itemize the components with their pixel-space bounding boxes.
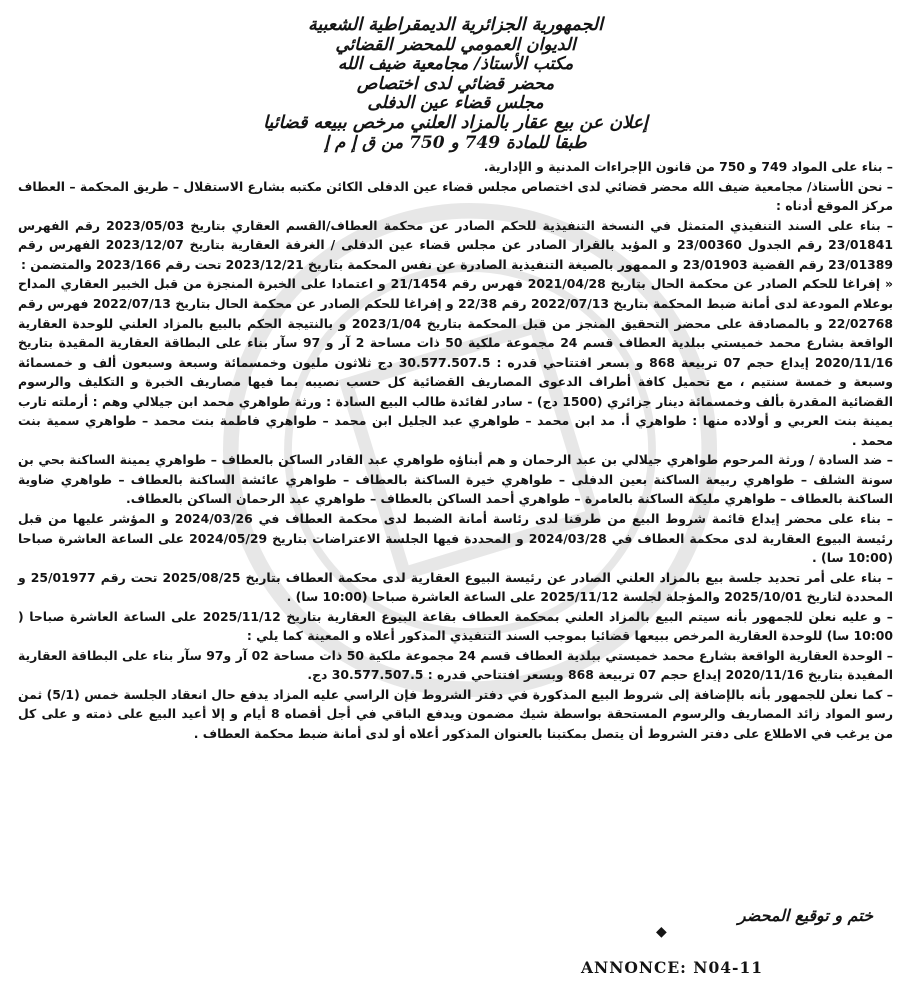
- header-bailiff-name: مكتب الأستاذ/ مجامعية ضيف الله: [337, 54, 574, 75]
- notice-body: [18, 157, 893, 743]
- paragraph-public-announcement: – و عليه نعلن للجمهور بأنه سيتم البيع بالمزاد العلني بمحكمة العطاف بقاعة البيوع العقارية بتاريخ 2025/11/12 على الساعة العاشرة صباحا ( 10:00 سا) للوحدة العقارية المرخص ببيعها قضائيا بموجب السند التنفيذي المذكور أعلاه و المعينة كما يلي :: [18, 608, 893, 644]
- paragraph-auction-date-order: – بناء على أمر تحديد جلسة بيع بالمزاد العلني الصادر عن رئيسة البيوع العقارية لدى محكمة العطاف بتاريخ 2025/08/25 تحت رقم 25/01977 و المحددة لتاريخ 2025/10/01 والمؤجلة لجلسة 2025/11/12 على الساعة العاشرة صباحا (10:00 سا) .: [18, 569, 893, 605]
- paragraph-legal-articles: – بناء على المواد 749 و 750 من قانون الإجراءات المدنية و الإدارية.: [483, 159, 893, 175]
- header-republic: الجمهورية الجزائرية الديمقراطية الشعبية: [307, 15, 603, 35]
- notice-legal-basis: طبقا للمادة 749 و 750 من ق إ م إ: [324, 132, 587, 153]
- notice-title: إعلان عن بيع عقار بالمزاد العلني مرخص ببيعه قضائيا: [263, 112, 648, 133]
- paragraph-enforcement-title: – بناء على السند التنفيذي المتمثل في النسخة التنفيذية للحكم الصادر عن محكمة العطاف/القسم العقاري بتاريخ 2023/05/03 رقم الفهرس 23/01841 رقم الجدول 23/00360 و المؤيد بالقرار الصادر عن مجلس قضاء عين الدفلى / الغرفة العقارية بتاريخ 2023/12/07 الفهرس رقم 23/01389 رقم القضية 23/01903 و الممهور بالصيغة التنفيذية الصادرة عن نفس المحكمة بتاريخ 2023/12/21 تحت رقم 2023/166 والمتضمن :: [18, 217, 893, 272]
- notice-header: [18, 16, 893, 153]
- signature-line: ختم و توقيع المحضر: [737, 906, 873, 925]
- header-jurisdiction: محضر قضائي لدى اختصاص: [356, 73, 555, 94]
- announcement-number: ANNONCE: N04-11: [581, 958, 764, 977]
- diamond-mark-icon: ◆: [656, 924, 667, 940]
- paragraph-judgment-details: « إفراغا للحكم الصادر عن محكمة الحال بتاريخ 2021/04/28 فهرس رقم 21/1454 و اعتمادا على الخبرة المنجزة من قبل الخبير العقاري المداح بوعلام المودعة لدى أمانة ضبط المحكمة بتاريخ 2022/07/13 رقم 22/38 و إفراغا للحكم الصادر عن محكمة الحال بتاريخ 2022/07/13 فهرس رقم 22/02768 و بالمصادقة على محضر التحقيق المنجز من قبل المحكمة بتاريخ 2023/1/04 و بالنتيجة الحكم بالبيع بالمزاد العلني للوحدة العقارية الواقعة بشارع محمد خميستي ببلدية العطاف قسم 24 مجموعة ملكية 50 ذات مساحة 2 آر و 97 سآر بناء على البطاقة العقارية المقيدة بتاريخ 2020/11/16 إيداع حجم 07 تربيعة 868 و بسعر افتتاحي قدره : 30.577.507.5 دج ثلاثون مليون وخمسمائة وسبعة وسبعون ألف و خمسمائة وسبعة و خمسة سنتيم ، مع تحميل كافة أطراف الدعوى المصاريف القضائية كل حسب نصيبه بما فيها مصاريف الخبرة و التكليف والرسوم القضائية المقدرة بألف وخمسمائة دينار جزائري (1500 دج) - سادر لفائدة طالب البيع السادة : ورثة طواهري محمد ابن جيلالي وهم : أرملته تارب يمينة بنت العربي و أولاده منها : طواهري أ. مد ابن محمد – طواهري عبد الجليل ابن محمد – طواهري فاطمة بنت محمد – طواهري سمية بنت محمد .: [18, 276, 894, 448]
- paragraph-bailiff: – نحن الأستاذ/ مجامعية ضيف الله محضر قضائي لدى اختصاص مجلس قضاء عين الدفلى الكائن مكتبه بشارع الاستقلال – طريق المحكمة – العطاف مركز الموقع أدناه :: [18, 178, 893, 214]
- header-office: الديوان العمومي للمحضر القضائي: [335, 34, 576, 55]
- paragraph-defendants: – ضد السادة / ورثة المرحوم طواهري جيلالي بن عبد الرحمان و هم أبناؤه طواهري عبد القادر الساكن بالعطاف – طواهري يمينة الساكنة بحي بن سونة الشلف – طواهري ربيعة الساكنة بعين الدفلى – طواهري خيرة الساكنة بالعطاف – طواهري عائشة الساكنة بالعطاف – طواهري ضاوية الساكنة بالعطاف – طواهري مليكة الساكنة بالعامرة – طواهري أحمد الساكن بالعطاف – طواهري عبد الرحمان الساكن بالعطاف.: [18, 452, 893, 507]
- paragraph-payment-terms: – كما نعلن للجمهور بأنه بالإضافة إلى شروط البيع المذكورة في دفتر الشروط فإن الراسي عليه المزاد يدفع حال انعقاد الجلسة خمس (5/1) ثمن رسو المواد زائد المصاريف والرسوم المستحقة بواسطة شيك مضمون ويدفع الباقي في أجل أقصاه 8 أيام و إلا أعيد البيع على ذمته و على كل من يرغب في الاطلاع على دفتر الشروط أن يتصل بمكتبنا بالعنوان المذكور أعلاه أو لدى أمانة ضبط محكمة العطاف .: [18, 686, 893, 742]
- paragraph-conditions-deposit: – بناء على محضر إيداع قائمة شروط البيع من طرفنا لدى رئاسة أمانة الضبط لدى محكمة العطاف في 2024/03/26 و المؤشر عليها من قبل رئيسة البيوع العقارية لدى محكمة العطاف في 2024/03/28 و المحددة فيها الجلسة الاعتراضات بتاريخ 2024/05/29 على الساعة العاشرة صباحا (10:00 سا) .: [18, 511, 893, 566]
- paragraph-property-description: – الوحدة العقارية الواقعة بشارع محمد خميستي ببلدية العطاف قسم 24 مجموعة ملكية 50 ذات مساحة 02 آر و97 سآر بناء على البطاقة العقارية المفيدة بتاريخ 2020/11/16 إيداع حجم 07 تربيعة 868 وبسعر افتتاحي قدره : 30.577.507.5 دج.: [18, 647, 894, 683]
- header-court: مجلس قضاء عين الدفلى: [367, 93, 544, 114]
